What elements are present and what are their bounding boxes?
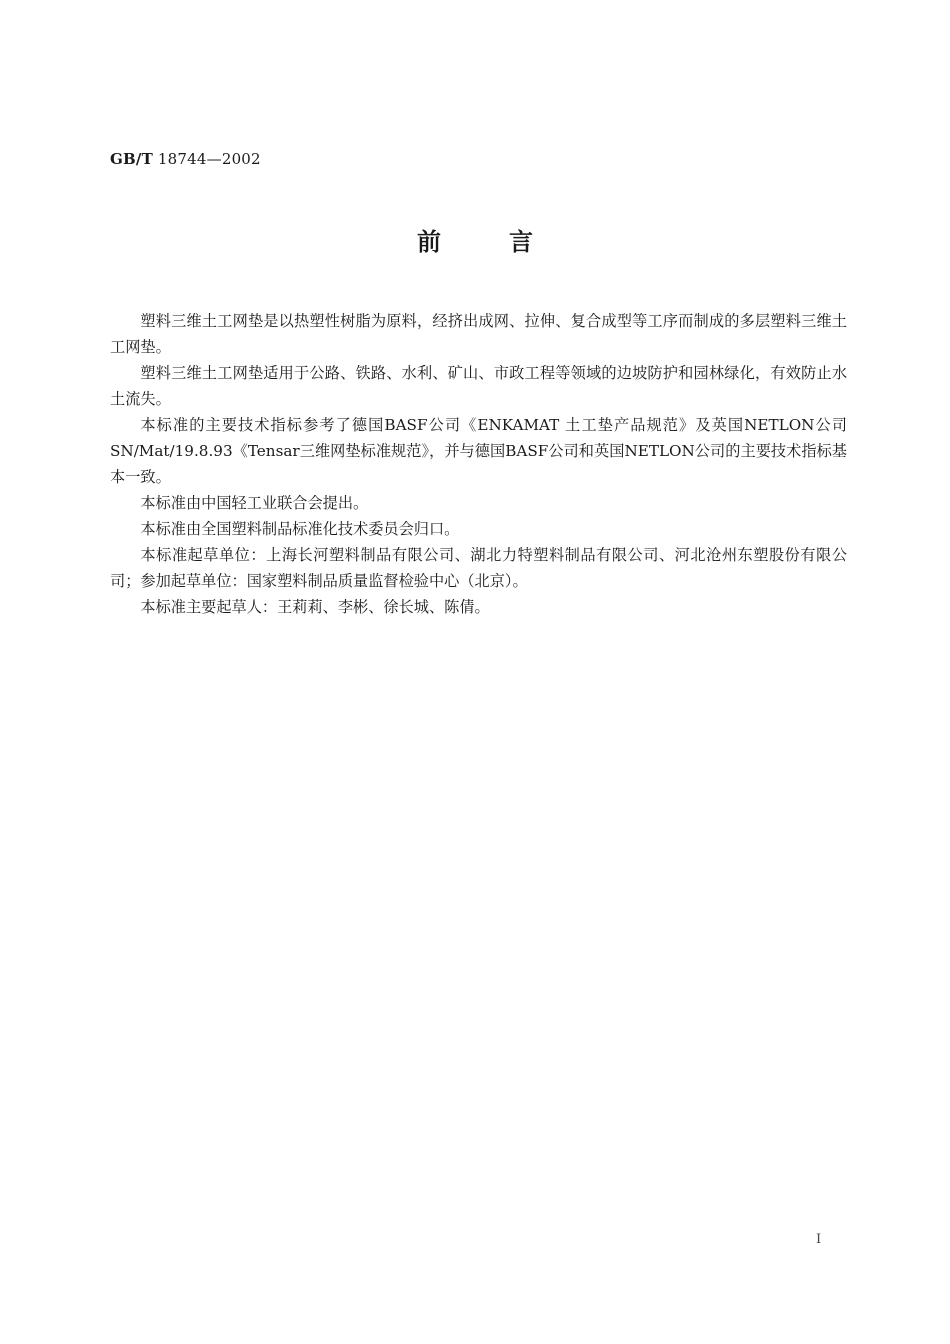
paragraph-7: 本标准主要起草人：王莉莉、李彬、徐长城、陈倩。 [140,598,490,616]
standard-number: 18744—2002 [157,150,261,168]
standard-prefix: GB/T [110,150,153,168]
paragraph-3: 本标准的主要技术指标参考了德国BASF公司《ENKAMAT 土工垫产品规范》及英国NETLON公司SN/Mat/19.8.93《Tensar三维网垫标准规范》，并与德国BASF公司和英国NETLON公司的主要技术指标基本一致。 [110,416,847,486]
foreword-body [110,308,847,620]
paragraph-6: 本标准起草单位：上海长河塑料制品有限公司、湖北力特塑料制品有限公司、河北沧州东塑股份有限公司；参加起草单位：国家塑料制品质量监督检验中心（北京）。 [110,546,847,590]
standard-code [110,150,261,168]
paragraph-4: 本标准由中国轻工业联合会提出。 [140,494,369,512]
paragraph-1: 塑料三维土工网垫是以热塑性树脂为原料，经挤出成网、拉伸、复合成型等工序而制成的多层塑料三维土工网垫。 [110,312,847,356]
paragraph-2: 塑料三维土工网垫适用于公路、铁路、水利、矿山、市政工程等领域的边坡防护和园林绿化，有效防止水土流失。 [110,364,847,408]
paragraph-5: 本标准由全国塑料制品标准化技术委员会归口。 [140,520,460,538]
page-number: I [816,1232,822,1247]
page-title: 前言 [417,228,601,256]
